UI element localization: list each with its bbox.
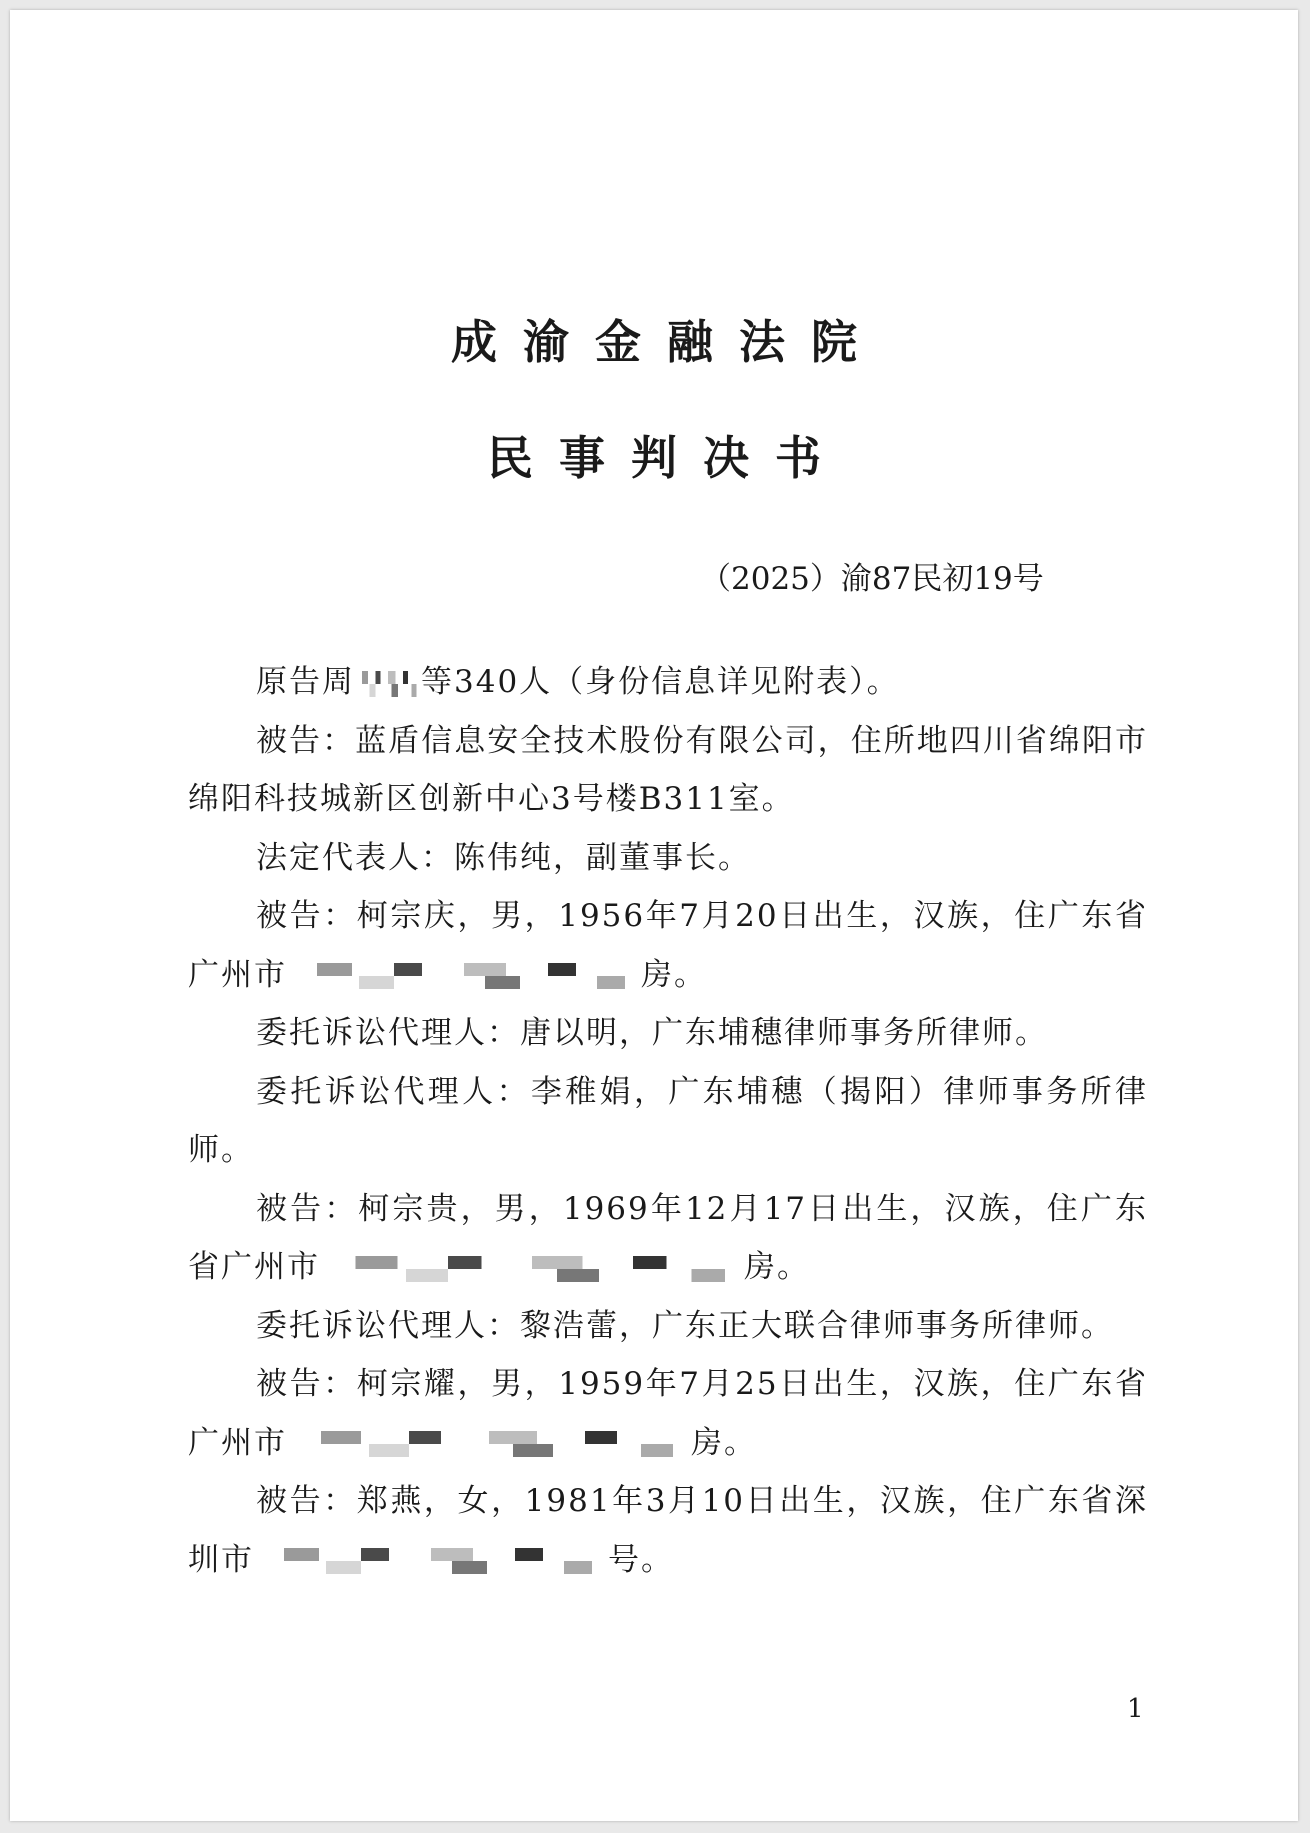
defendant-paragraph [188, 1180, 1148, 1297]
defendant-company-paragraph: 被告：蓝盾信息安全技术股份有限公司，住所地四川省绵阳市绵阳科技城新区创新中心3号楼B311室。 [188, 722, 1148, 817]
plaintiff-prefix: 原告周 [256, 664, 355, 700]
defendant-prefix: 被告：柯宗贵，男，1969年12月17日出生，汉族，住广东省广州市 [188, 1190, 1148, 1285]
redacted-name-block [357, 671, 419, 697]
defendant-paragraph [188, 887, 1148, 1004]
redacted-address-block [256, 1548, 606, 1574]
defendant-suffix: 号。 [608, 1541, 674, 1578]
defendant-suffix: 房。 [744, 1249, 810, 1285]
redacted-address-block [322, 1256, 742, 1282]
agent-paragraph: 委托诉讼代理人：黎浩蕾，广东正大联合律师事务所律师。 [256, 1307, 1114, 1344]
document-page [10, 10, 1298, 1821]
defendant-prefix: 被告：郑燕，女，1981年3月10日出生，汉族，住广东省深圳市 [188, 1483, 1148, 1578]
agent-paragraph: 委托诉讼代理人：李稚娟，广东埔穗（揭阳）律师事务所律师。 [188, 1073, 1148, 1168]
defendant-prefix: 被告：柯宗庆，男，1956年7月20日出生，汉族，住广东省广州市 [188, 898, 1148, 993]
plaintiff-paragraph [188, 653, 1148, 712]
court-name: 成渝金融法院 [451, 315, 883, 369]
document-type-title: 民事判决书 [487, 431, 847, 485]
plaintiff-suffix: 等340人（身份信息详见附表）。 [421, 664, 900, 700]
case-number: （2025）渝87民初19号 [700, 561, 1044, 597]
page-number: 1 [1127, 1694, 1144, 1724]
agent-paragraph: 委托诉讼代理人：唐以明，广东埔穗律师事务所律师。 [256, 1015, 1048, 1051]
defendant-suffix: 房。 [691, 1424, 757, 1461]
legal-representative-paragraph: 法定代表人：陈伟纯，副董事长。 [256, 839, 751, 876]
redacted-address-block [289, 963, 639, 989]
defendant-paragraph [188, 1472, 1148, 1589]
defendant-paragraph [188, 1355, 1148, 1472]
defendant-prefix: 被告：柯宗耀，男，1959年7月25日出生，汉族，住广东省广州市 [188, 1366, 1148, 1461]
parties-section [188, 653, 1148, 1589]
redacted-address-block [289, 1431, 689, 1457]
defendant-suffix: 房。 [641, 956, 707, 993]
